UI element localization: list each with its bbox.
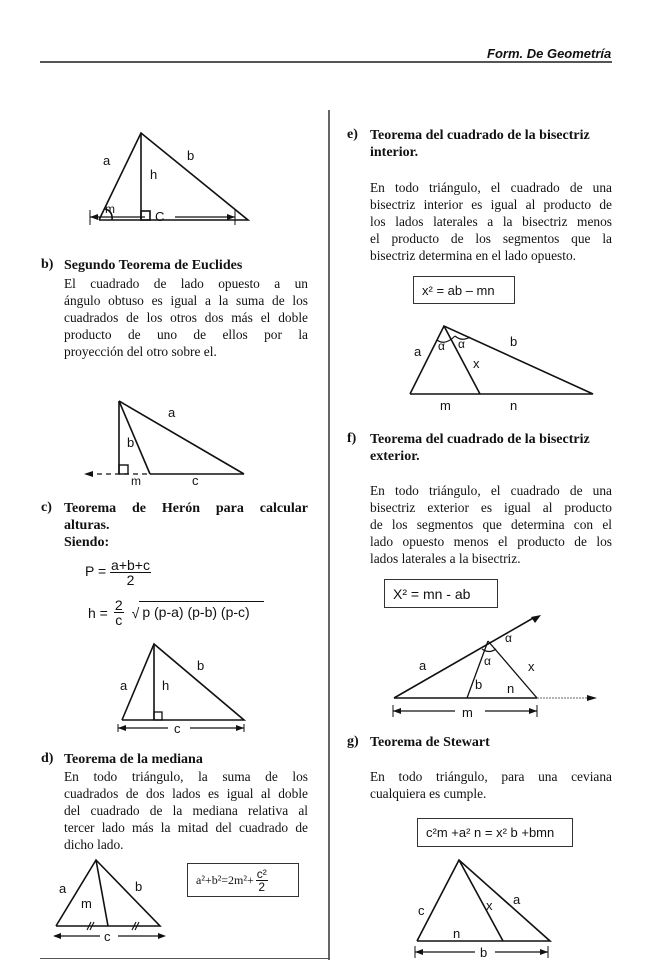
- label-alpha-2: α: [458, 337, 465, 351]
- diagram-interior-bisector: [400, 318, 600, 418]
- page-header-title: Form. De Geometría: [487, 46, 612, 61]
- text-line: cualquiera es cumple.: [370, 786, 487, 801]
- label-a: a: [168, 405, 176, 420]
- triangle: [99, 133, 248, 220]
- text-line: del cuadrado de la mediana relativa al: [64, 803, 308, 818]
- label-a: a: [120, 678, 128, 693]
- label-c: c: [192, 473, 199, 488]
- label-n: n: [453, 926, 461, 941]
- title-line: Teorema del cuadrado de la bisectriz: [370, 128, 590, 143]
- formula-left: a²+b²=2m²+: [196, 872, 254, 887]
- numerator: c²: [256, 866, 267, 881]
- text-line: lado opuesto menos el producto de los: [370, 534, 612, 549]
- text-line: El cuadrado de lado opuesto a un: [64, 276, 308, 291]
- right-angle-mark: [154, 712, 162, 720]
- section-c-letter: c): [41, 500, 52, 515]
- title-line: interior.: [370, 145, 419, 160]
- formula-median: [187, 863, 299, 897]
- text-line: de los segmentos que determina con el: [370, 517, 612, 532]
- diagram-exterior-bisector: [385, 605, 600, 720]
- arrow-left-icon: [84, 471, 93, 477]
- title-line: Teorema del cuadrado de la bisectriz: [370, 432, 590, 447]
- label-b: b: [187, 148, 195, 163]
- formula-heron-height: [88, 598, 264, 627]
- text-line: bisectriz determina en el lado opuesto.: [370, 248, 576, 263]
- label-b: b: [480, 945, 488, 960]
- section-b-text: [64, 275, 308, 360]
- diagram-altitude-projection: [85, 125, 255, 225]
- arrow-icon: [531, 615, 541, 623]
- label-h: h: [150, 167, 158, 182]
- diagram-heron-triangle: [110, 638, 250, 736]
- section-g-text: [370, 768, 612, 802]
- title-line: alturas.: [64, 518, 110, 533]
- label-b: b: [510, 334, 518, 349]
- section-c-title: [64, 500, 308, 551]
- label-x: x: [486, 898, 493, 913]
- section-d-text: [64, 768, 308, 853]
- label-m: m: [81, 896, 92, 911]
- text-line: dicho lado.: [64, 837, 124, 852]
- section-g-title: Teorema de Stewart: [370, 735, 490, 750]
- label-n: n: [507, 681, 515, 696]
- label-a: a: [103, 153, 111, 168]
- text-line: tercer lado más la mitad del cuadrado de: [64, 820, 308, 835]
- formula-lhs: P =: [85, 563, 107, 580]
- label-b: b: [127, 435, 135, 450]
- diagram-obtuse-projection: [80, 395, 260, 490]
- formula-lhs: h =: [88, 604, 108, 621]
- label-a: a: [513, 892, 521, 907]
- right-angle-mark: [119, 465, 128, 474]
- text-line: bisectriz exterior es igual al producto: [370, 500, 612, 515]
- text-line: cuadrados de dos lados es igual al doble: [64, 786, 308, 801]
- numerator: a+b+c: [111, 557, 150, 573]
- section-b-title: Segundo Teorema de Euclides: [64, 258, 243, 273]
- formula-interior-bisector: x² = ab – mn: [413, 276, 515, 304]
- section-f-letter: f): [347, 431, 357, 446]
- sqrt-icon: √: [131, 604, 140, 621]
- title-line: exterior.: [370, 449, 420, 464]
- section-f-title: [370, 431, 590, 465]
- label-alpha-1: α: [438, 339, 445, 353]
- denominator: c: [115, 612, 123, 628]
- diagram-stewart: [410, 858, 560, 960]
- text-line: producto de uno de ellos por la: [64, 327, 308, 342]
- formula-semiperimeter: [85, 558, 151, 587]
- label-c: c: [418, 903, 425, 918]
- footer-rule: [40, 958, 330, 959]
- text-line: el producto de los segmentos que la: [370, 231, 612, 246]
- radicand: p (p-a) (p-b) (p-c): [139, 601, 263, 620]
- text-line: los lados laterales a la bisectriz menos: [370, 214, 612, 229]
- section-d-title: Teorema de la mediana: [64, 752, 203, 767]
- subtitle: Siendo:: [64, 535, 110, 550]
- title-line: Teorema de Herón para calcular: [64, 501, 308, 516]
- section-b-letter: b): [41, 257, 54, 272]
- header-rule: [40, 61, 612, 63]
- section-d-letter: d): [41, 751, 54, 766]
- text-line: proyección del otro sobre el.: [64, 344, 217, 359]
- column-divider: [328, 110, 330, 960]
- section-e-title: [370, 127, 590, 161]
- label-a: a: [414, 344, 422, 359]
- numerator: 2: [114, 597, 123, 613]
- label-m: m: [440, 398, 451, 413]
- right-angle-mark: [141, 211, 150, 220]
- text-line: En todo triángulo, la suma de los: [64, 769, 308, 784]
- text-line: En todo triángulo, el cuadrado de una: [370, 483, 612, 498]
- section-e-letter: e): [347, 127, 358, 142]
- diagram-median: [50, 856, 180, 946]
- denominator: 2: [126, 572, 135, 588]
- label-b: b: [197, 658, 205, 673]
- arrow-right-icon: [587, 695, 597, 701]
- text-line: bisectriz interior es igual al producto de: [370, 197, 612, 212]
- label-c: C: [155, 209, 165, 224]
- text-line: lados laterales a la bisectriz.: [370, 551, 521, 566]
- section-f-text: [370, 482, 612, 567]
- text-line: En todo triángulo, para una ceviana: [370, 769, 612, 784]
- formula-stewart: c²m +a² n = x² b +bmn: [417, 818, 573, 847]
- label-x: x: [473, 356, 480, 371]
- text-line: En todo triángulo, el cuadrado de una: [370, 180, 612, 195]
- label-alpha-inner: α: [484, 654, 491, 668]
- label-c: c: [104, 929, 111, 944]
- denominator: 2: [258, 879, 266, 894]
- label-c: c: [174, 721, 181, 736]
- label-m: m: [462, 705, 473, 720]
- label-b: b: [475, 677, 483, 692]
- label-alpha-outer: α: [505, 631, 512, 645]
- label-m: m: [105, 202, 115, 216]
- section-g-letter: g): [347, 734, 359, 749]
- label-x: x: [528, 659, 535, 674]
- text-line: cuadrados de los otros dos más el doble: [64, 310, 308, 325]
- label-b: b: [135, 879, 143, 894]
- label-m: m: [131, 474, 141, 488]
- formula-exterior-bisector: X² = mn - ab: [384, 579, 498, 608]
- text-line: ángulo obtuso es igual a la suma de los: [64, 293, 308, 308]
- label-a: a: [419, 658, 427, 673]
- label-n: n: [510, 398, 518, 413]
- label-h: h: [162, 678, 170, 693]
- section-e-text: [370, 179, 612, 264]
- label-a: a: [59, 881, 67, 896]
